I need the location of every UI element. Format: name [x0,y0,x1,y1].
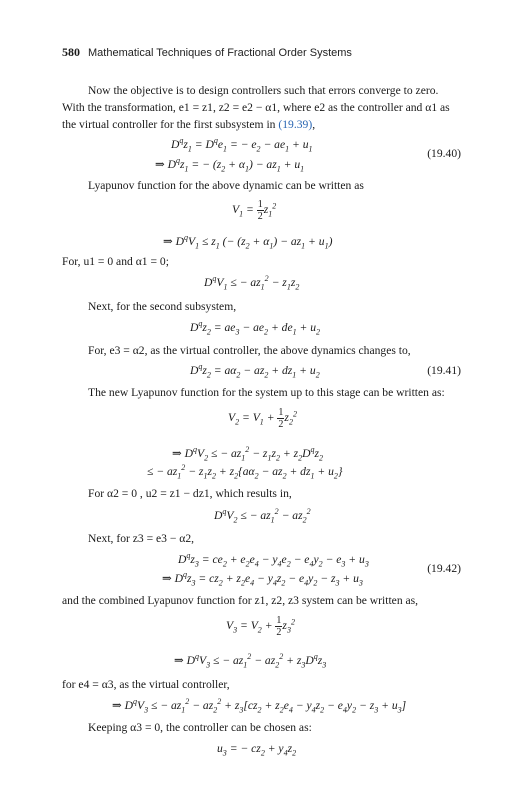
equation-v1: $V_1$ = $\frac{1}{2}$ $z_1^2$ [232,199,277,222]
keeping-alpha3-statement: Keeping α3 = 0, the controller can be chosen as: [88,721,312,734]
equation-19-40-line2: ⇒ $D^qz_1$ = − $(z_2 + \alpha_1) - az_1 + u_1$ [155,156,305,174]
intro-end: , [312,118,316,131]
second-subsystem-intro: Next, for the second subsystem, [88,300,237,313]
new-lyapunov-intro: The new Lyapunov function for the system up to this stage can be written as: [88,386,445,399]
for-e3-statement: For, e3 = α2, as the virtual controller, the above dynamics changes to, [88,344,411,357]
equation-reference-link[interactable]: (19.39) [278,118,313,131]
equation-dv2-result: $D^qV_2$ ≤ − $az_1^2 - az_2^2$ [214,507,311,525]
for-u1-statement: For, u1 = 0 and α1 = 0; [62,255,169,268]
equation-dv1-result: $D^qV_1$ ≤ − $az_1^2 - z_1z_2$ [204,274,300,292]
equation-u3: $u_3$ = − $cz_2 + y_4z_2$ [217,742,297,758]
equation-v2: $V_2 = V_1$ + $\frac{1}{2}$ $z_2^2$ [228,407,297,430]
equation-dv3: ⇒ $D^qV_3$ ≤ − $az_1^2 - az_2^2 + z_3D^qz_3$ [174,652,327,670]
equation-number-19-41: (19.41) [427,364,461,377]
running-header [62,45,352,60]
equation-dv2-line1: ⇒ $D^qV_2$ ≤ − $az_1^2 - z_1z_2 + z_2D^qz_2$ [172,445,323,463]
equation-dv2-line2: ≤ − $az_1^2 - z_1z_2 + z_2\{a\alpha_2 - az_2 + dz_1 + u_2\}$ [147,463,343,481]
equation-19-42-line1: $D^qz_3 = ce_2 + e_2e_4 - y_4e_2 - e_4y_2 - e_3 + u_3$ [178,551,369,569]
equation-subsystem2: $D^qz_2 = ae_3 - ae_2 + de_1 + u_2$ [190,319,321,337]
for-e4-statement: for e4 = α3, as the virtual controller, [62,678,230,691]
next-z3-statement: Next, for z3 = e3 − α2, [88,532,195,545]
equation-number-19-40: (19.40) [427,147,461,160]
running-title: Mathematical Techniques of Fractional Order Systems [88,47,352,59]
equation-dv3-expanded: ⇒ $D^qV_3$ ≤ − $az_1^2 - az_2^2 + z_3[cz_2 + z_2e_4 - y_4z_2 - e_4y_2 - z_3 + u_3]$ [112,697,407,715]
page-number: 580 [62,45,80,59]
for-alpha2-statement: For α2 = 0 , u2 = z1 − dz1, which results in, [88,487,292,500]
equation-v3: $V_3 = V_2$ + $\frac{1}{2}$ $z_3^2$ [226,615,295,638]
intro-paragraph [62,82,461,133]
equation-number-19-42: (19.42) [427,562,461,575]
equation-19-40-line1: $D^qz_1 = D^qe_1$ = − $e_2 - ae_1 + u_1$ [171,136,313,154]
equation-dv1: ⇒ $D^qV_1 \le z_1$ (− $(z_2 + \alpha_1) - az_1 + u_1$) [163,233,333,251]
equation-19-41: $D^qz_2 = a\alpha_2 - az_2 + dz_1 + u_2$ [190,362,320,380]
lyapunov-intro: Lyapunov function for the above dynamic can be written as [88,179,364,192]
combined-lyapunov-intro: and the combined Lyapunov function for z1, z2, z3 system can be written as, [62,594,419,607]
equation-19-42-line2: ⇒ $D^qz_3 = cz_2 + z_2e_4 - y_4z_2 - e_4y_2 - z_3 + u_3$ [162,570,363,588]
intro-text: Now the objective is to design controllers such that errors converge to zero. With the transformation, e1 = z1, z2 = e2 − α1, where e2 as the controller and α1 as the virtual controller for the first subsystem in [62,84,450,131]
